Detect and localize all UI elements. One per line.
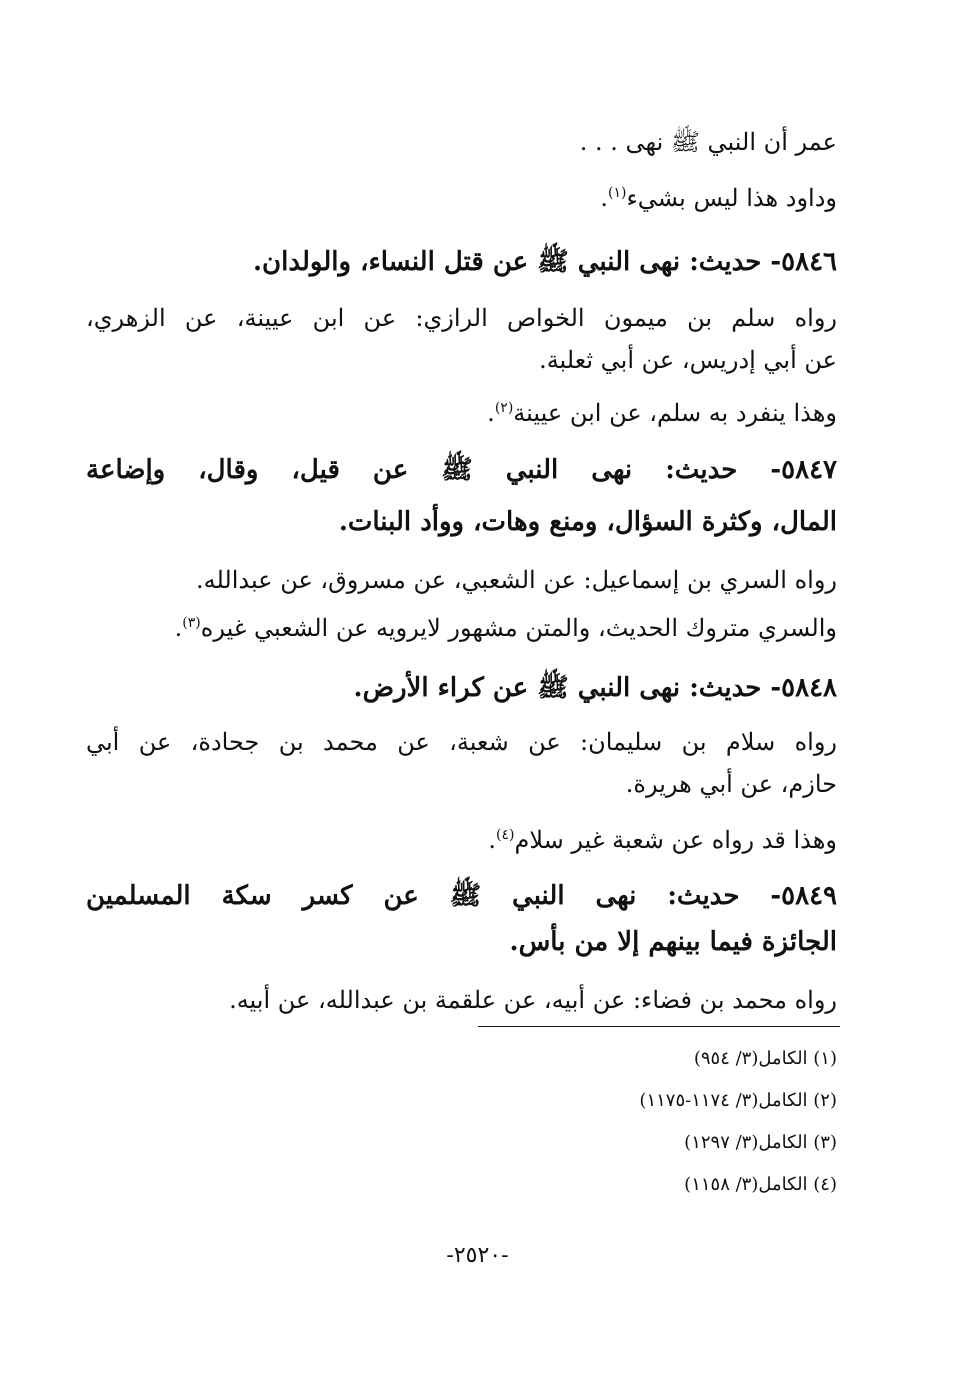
text-line: رواه سلام بن سليمان: عن شعبة، عن محمد بن جحادة، عن أبي bbox=[86, 728, 837, 756]
text-line bbox=[488, 820, 837, 860]
footnote-reference: (٣) bbox=[182, 615, 201, 631]
text-run: . bbox=[174, 614, 183, 642]
hadith-heading-5848: ٥٨٤٨- حديث: نهى النبي ﷺ عن كراء الأرض. bbox=[353, 673, 837, 703]
text-line: رواه محمد بن فضاء: عن أبيه، عن علقمة بن عبدالله، عن أبيه. bbox=[229, 986, 837, 1014]
text-line bbox=[175, 608, 837, 648]
footnote-separator bbox=[478, 1026, 840, 1027]
hadith-heading-5847: ٥٨٤٧- حديث: نهى النبي ﷺ عن قيل، وقال، وإضاعة bbox=[86, 455, 837, 485]
text-run: . bbox=[600, 184, 608, 212]
text-line: حازم، عن أبي هريرة. bbox=[625, 770, 837, 798]
footnote-reference: (٤) bbox=[496, 827, 515, 843]
footnote-1: (١) الكامل(٣/ ٩٥٤) bbox=[693, 1048, 837, 1069]
text-run: . bbox=[487, 399, 495, 427]
text-line: رواه سلم بن ميمون الخواص الرازي: عن ابن عيينة، عن الزهري، bbox=[86, 304, 837, 332]
hadith-heading-5846: ٥٨٤٦- حديث: نهى النبي ﷺ عن قتل النساء، والولدان. bbox=[252, 247, 837, 277]
footnote-3: (٣) الكامل(٣/ ١٢٩٧) bbox=[684, 1132, 837, 1153]
hadith-heading-5849: ٥٨٤٩- حديث: نهى النبي ﷺ عن كسر سكة المسلمين bbox=[86, 881, 837, 911]
footnote-reference: (١) bbox=[607, 185, 627, 201]
hadith-heading-5849-cont: الجائزة فيما بينهم إلا من بأس. bbox=[509, 927, 837, 957]
text-run: . bbox=[488, 826, 497, 854]
text-line: عمر أن النبي ﷺ نهى . . . bbox=[579, 128, 837, 156]
text-line: رواه السري بن إسماعيل: عن الشعبي، عن مسروق، عن عبدالله. bbox=[195, 566, 837, 594]
text-run: والسري متروك الحديث، والمتن مشهور لايرويه عن الشعبي غيره bbox=[200, 614, 837, 642]
text-run: وداود هذا ليس بشيء bbox=[626, 184, 837, 212]
text-line: عن أبي إدريس، عن أبي ثعلبة. bbox=[539, 346, 837, 374]
text-run: وهذا ينفرد به سلم، عن ابن عيينة bbox=[513, 399, 837, 427]
hadith-heading-5847-cont: المال، وكثرة السؤال، ومنع وهات، ووأد البنات. bbox=[338, 507, 837, 537]
text-line bbox=[487, 393, 837, 433]
page-number: -٢٥٢٠- bbox=[446, 1243, 509, 1268]
text-run: وهذا قد رواه عن شعبة غير سلام bbox=[514, 826, 837, 854]
footnote-reference: (٢) bbox=[494, 400, 514, 416]
footnote-2: (٢) الكامل(٣/ ١١٧٤-١١٧٥) bbox=[639, 1090, 837, 1111]
text-line bbox=[600, 178, 837, 218]
footnote-4: (٤) الكامل(٣/ ١١٥٨) bbox=[684, 1174, 837, 1195]
